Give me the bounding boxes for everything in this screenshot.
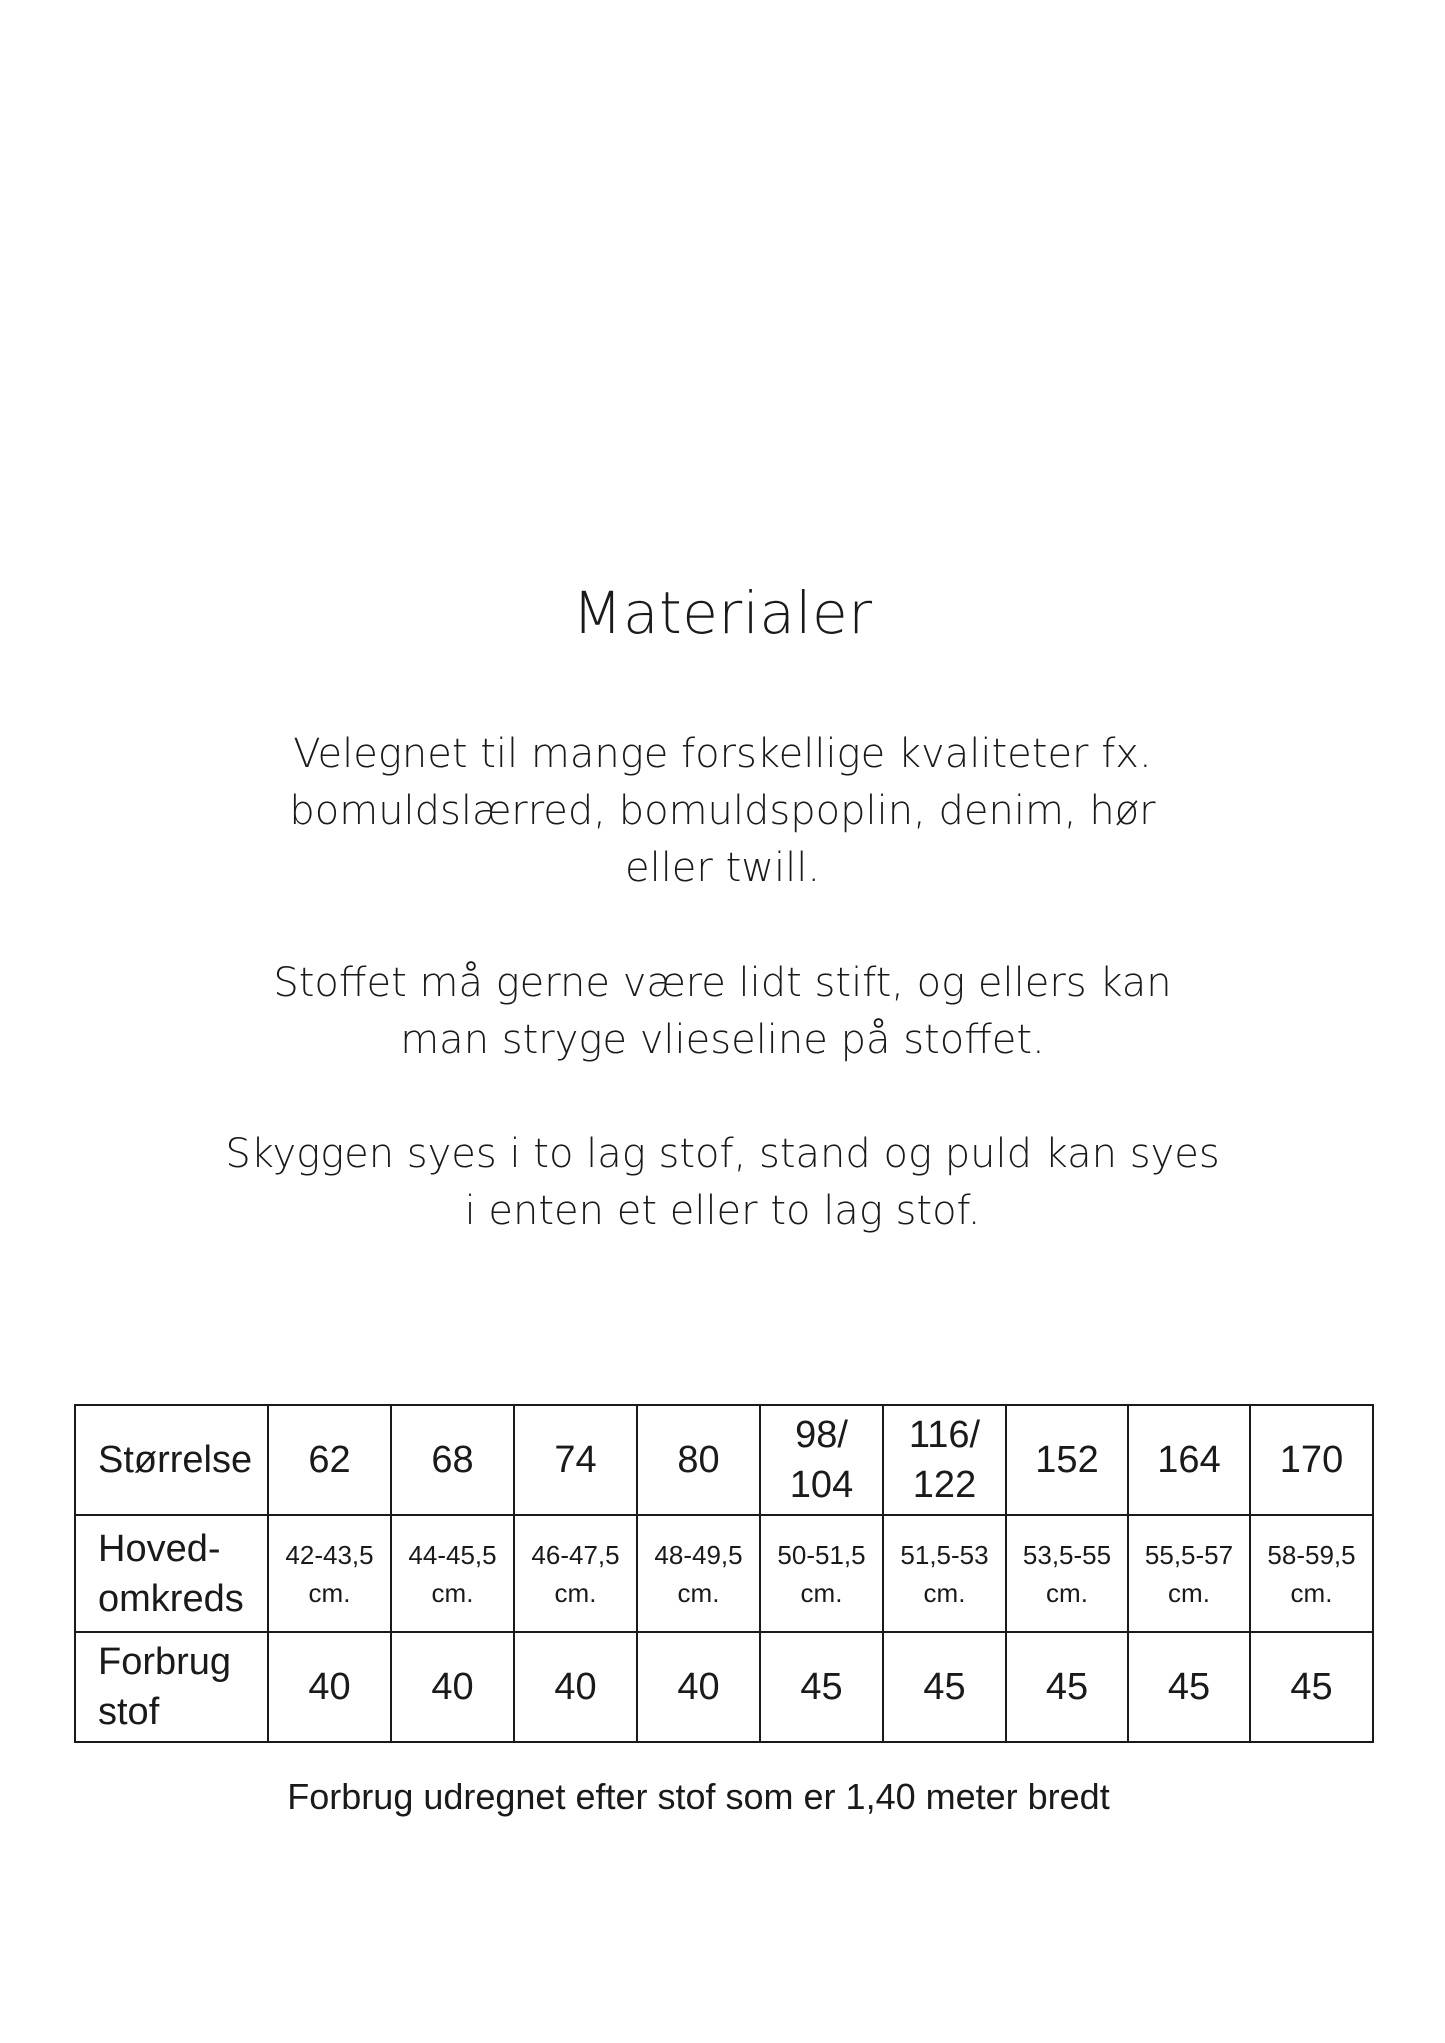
table-row-head-circumference [75,1515,1373,1632]
size-cell: 164 [1128,1405,1250,1515]
fabric-usage-cell: 45 [1006,1632,1128,1742]
head-circumference-cell: 55,5-57 cm. [1128,1515,1250,1632]
head-circumference-cell: 53,5-55 cm. [1006,1515,1128,1632]
fabric-usage-cell: 40 [637,1632,760,1742]
size-cell: 68 [391,1405,514,1515]
head-circumference-cell: 51,5-53 cm. [883,1515,1006,1632]
paragraph-line: Velegnet til mange forskellige kvaliteter fx. [293,731,1152,777]
paragraph-line: Skyggen syes i to lag stof, stand og puld kan syes [225,1131,1220,1177]
size-cell: 170 [1250,1405,1373,1515]
head-circumference-cell: 48-49,5 cm. [637,1515,760,1632]
head-circumference-cell: 58-59,5 cm. [1250,1515,1373,1632]
size-cell: 80 [637,1405,760,1515]
size-cell: 74 [514,1405,637,1515]
size-table [74,1404,1374,1743]
table-footnote: Forbrug udregnet efter stof som er 1,40 meter bredt [287,1776,1110,1817]
paragraph-line: bomuldslærred, bomuldspoplin, denim, hør [289,788,1156,834]
fabric-usage-cell: 45 [1128,1632,1250,1742]
page-title: Materialer [572,579,873,647]
head-circumference-label-cell: Hoved- omkreds [75,1515,268,1632]
fabric-usage-cell: 40 [391,1632,514,1742]
table-row-sizes [75,1405,1373,1515]
paragraph-line: man stryge vlieseline på stoffet. [400,1017,1045,1063]
head-circumference-cell: 46-47,5 cm. [514,1515,637,1632]
size-label-cell: Størrelse [75,1405,268,1515]
size-cell: 62 [268,1405,391,1515]
paragraph-line: i enten et eller to lag stof. [464,1188,981,1234]
head-circumference-cell: 50-51,5 cm. [760,1515,883,1632]
paragraph-line: Stoffet må gerne være lidt stift, og ellers kan [273,960,1172,1006]
paragraph-line: eller twill. [624,845,821,891]
fabric-usage-label-cell: Forbrug stof [75,1632,268,1742]
paragraph-stiffness [0,955,1445,1069]
fabric-usage-cell: 45 [883,1632,1006,1742]
fabric-usage-cell: 45 [1250,1632,1373,1742]
fabric-usage-cell: 40 [268,1632,391,1742]
table-row-fabric-usage [75,1632,1373,1742]
size-cell: 98/ 104 [760,1405,883,1515]
head-circumference-cell: 44-45,5 cm. [391,1515,514,1632]
size-cell: 116/ 122 [883,1405,1006,1515]
fabric-usage-cell: 45 [760,1632,883,1742]
fabric-usage-cell: 40 [514,1632,637,1742]
head-circumference-cell: 42-43,5 cm. [268,1515,391,1632]
intro-paragraph-fabrics [0,726,1445,897]
paragraph-layers [0,1126,1445,1240]
size-cell: 152 [1006,1405,1128,1515]
